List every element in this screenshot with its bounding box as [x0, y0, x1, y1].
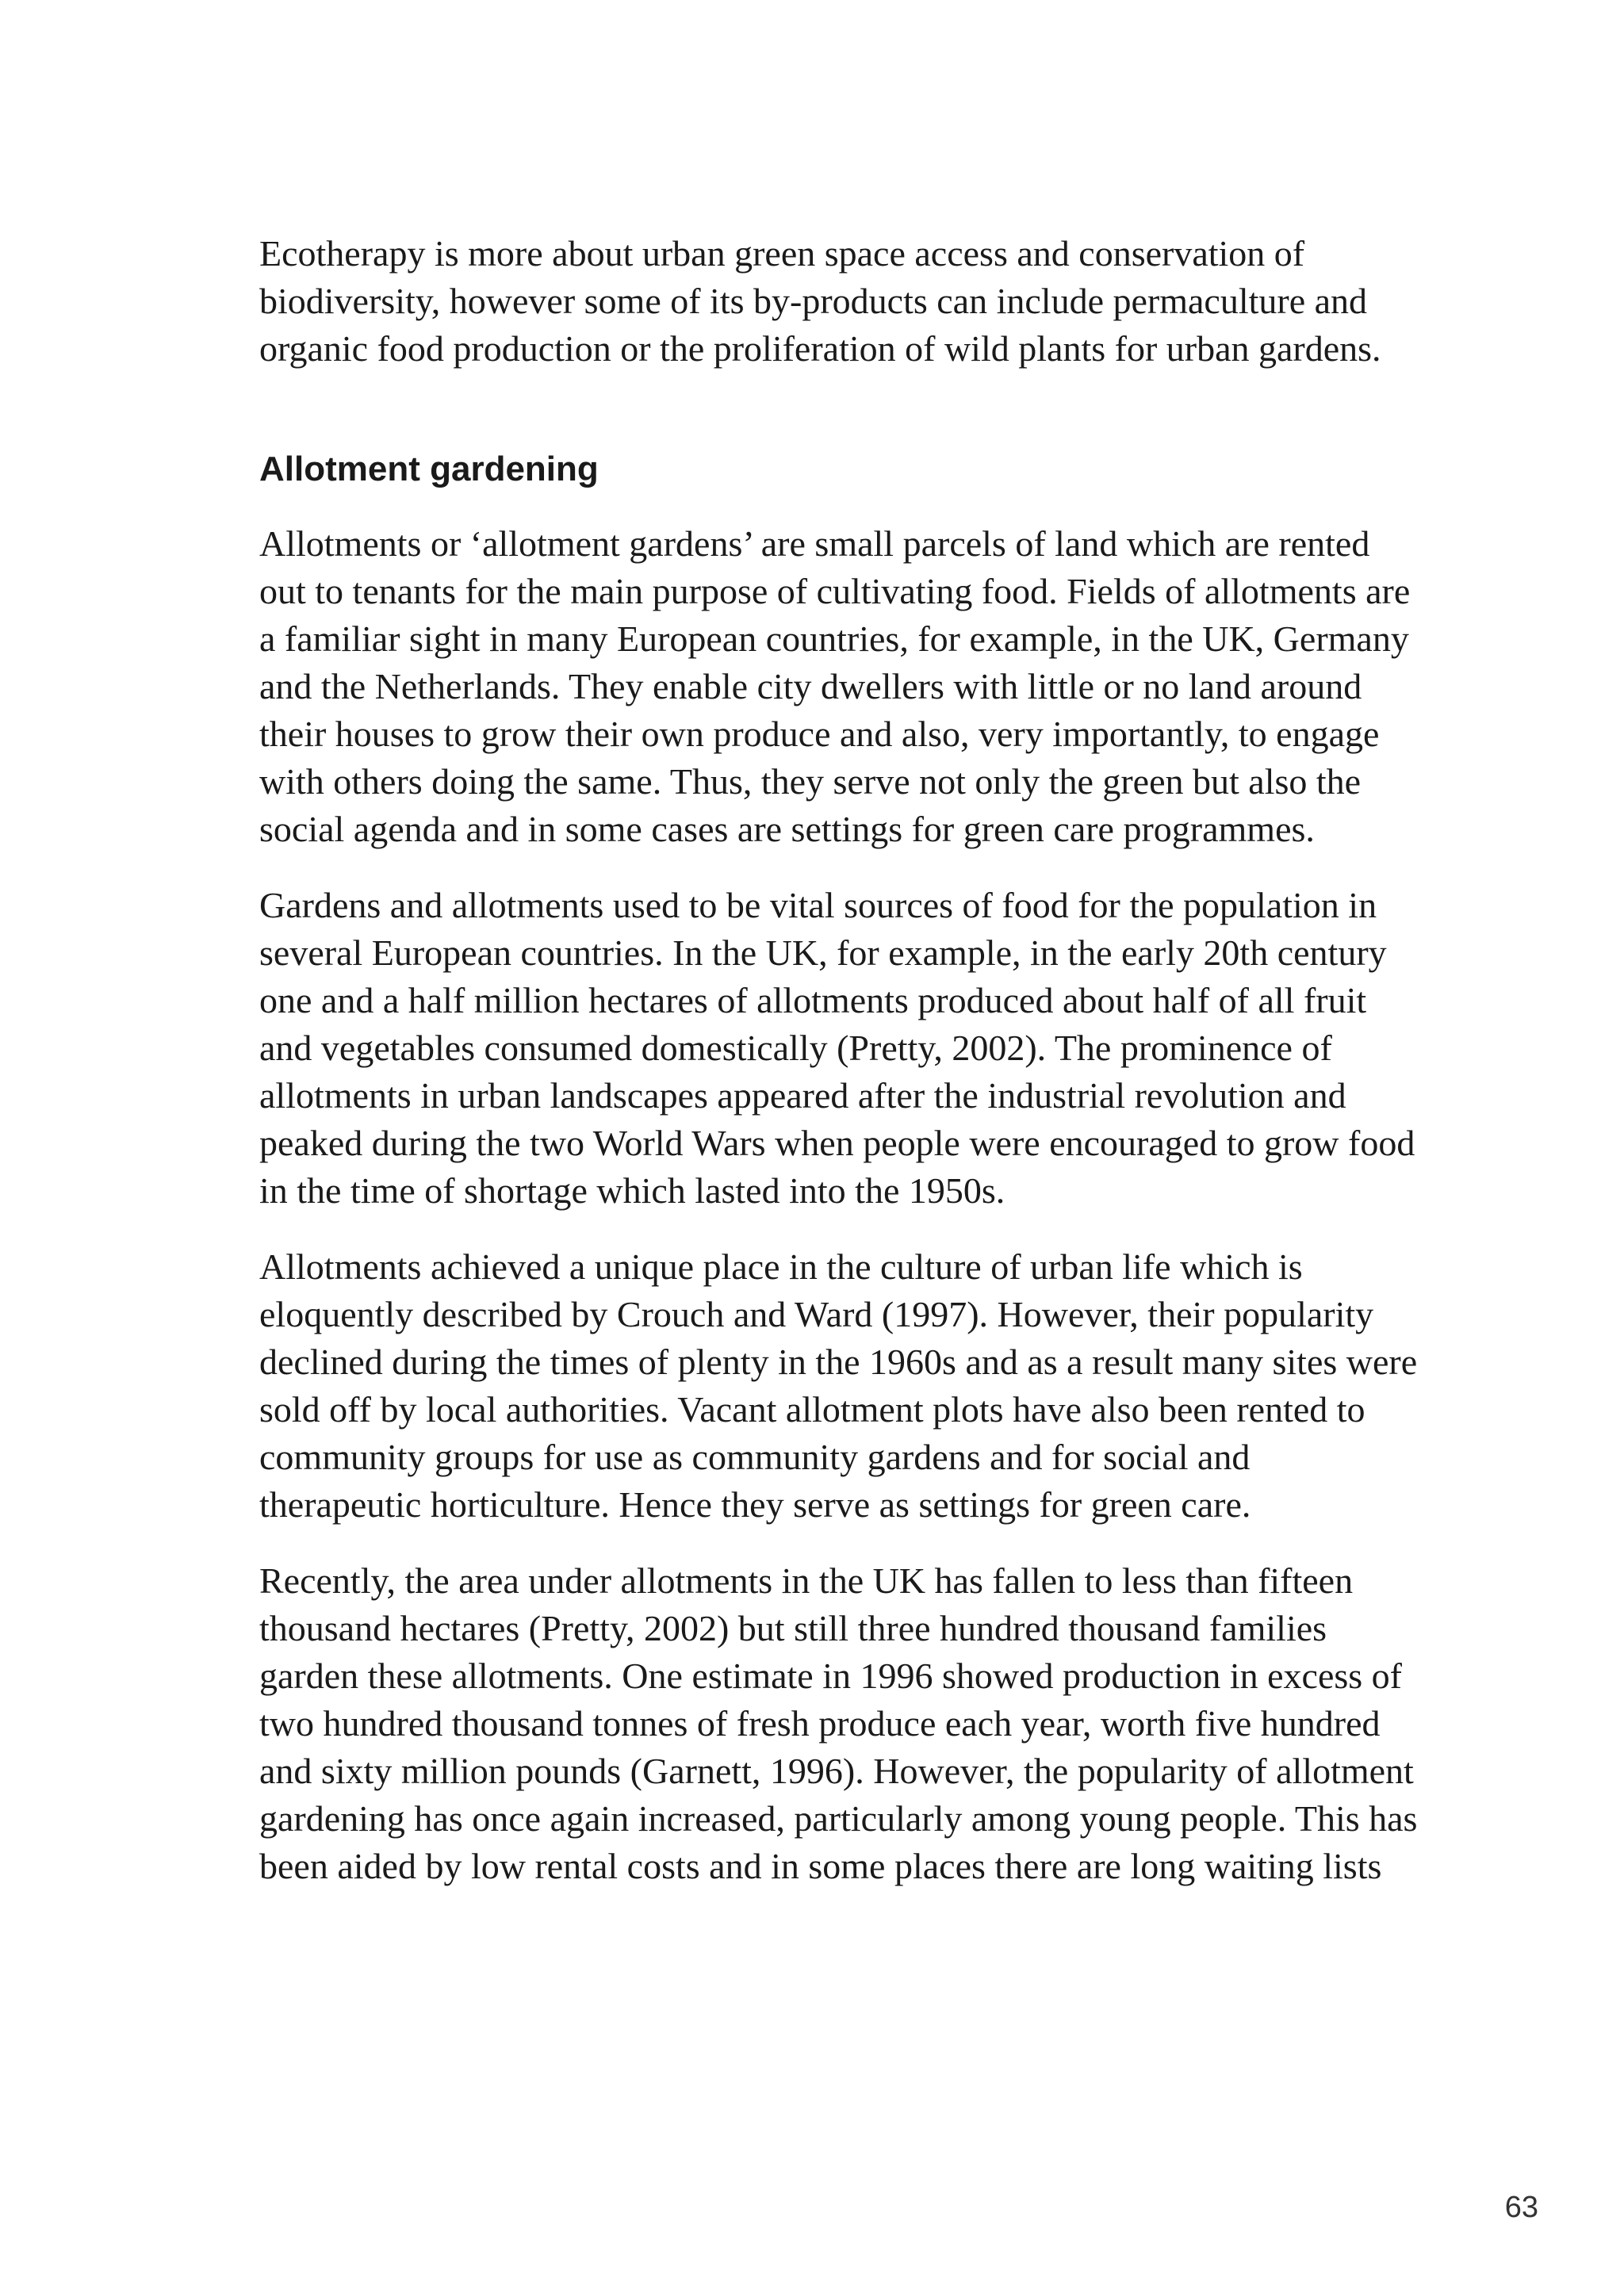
page-body: [259, 230, 1421, 1919]
body-paragraph: Gardens and allotments used to be vital sources of food for the population in several European countries. In the UK, for example, in the early 20th century one and a half million hectares of allotments produced about half of all fruit and vegetables consumed domestically (Pretty, 2002). The prominence of allotments in urban landscapes appeared after the industrial revolution and peaked during the two World Wars when people were encouraged to grow food in the time of shortage which lasted into the 1950s.: [259, 885, 1415, 1211]
body-paragraph: Allotments or ‘allotment gardens’ are small parcels of land which are rented out to tenants for the main purpose of cultivating food. Fields of allotments are a familiar sight in many European countries, for example, in the UK, Germany and the Netherlands. They enable city dwellers with little or no land around their houses to grow their own produce and also, very importantly, to engage with others doing the same. Thus, they serve not only the green but also the social agenda and in some cases are settings for green care programmes.: [259, 523, 1411, 849]
body-paragraph: Recently, the area under allotments in the UK has fallen to less than fifteen thousand hectares (Pretty, 2002) but still three hundred thousand families garden these allotments. One estimate in 1996 showed production in excess of two hundred thousand tonnes of fresh produce each year, worth five hundred and sixty million pounds (Garnett, 1996). However, the popularity of allotment gardening has once again increased, particularly among young people. This has been aided by low rental costs and in some places there are long waiting lists: [259, 1560, 1418, 1886]
body-paragraph: Allotments achieved a unique place in the culture of urban life which is eloquently described by Crouch and Ward (1997). However, their popularity declined during the times of plenty in the 1960s and as a result many sites were sold off by local authorities. Vacant allotment plots have also been rented to community groups for use as community gardens and for social and therapeutic horticulture. Hence they serve as settings for green care.: [259, 1246, 1418, 1525]
intro-paragraph: Ecotherapy is more about urban green space access and conservation of biodiversity, however some of its by-products can include permaculture and organic food production or the proliferation of wild plants for urban gardens.: [259, 233, 1381, 369]
section-heading: Allotment gardening: [259, 450, 599, 488]
page-number: 63: [1504, 2191, 1538, 2224]
